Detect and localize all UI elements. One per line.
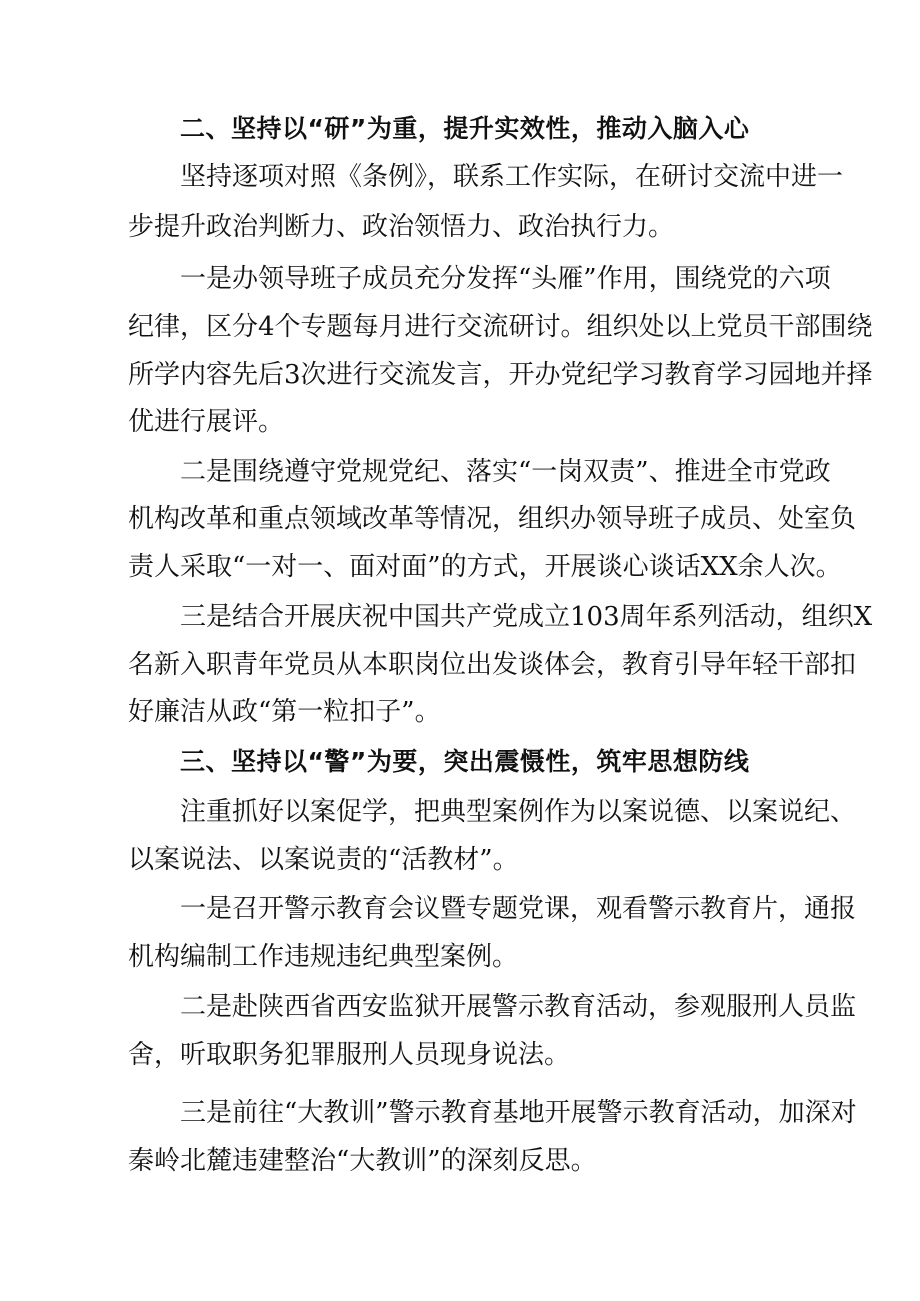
paragraph-line: 秦岭北麓违建整治“大教训”的深刻反思。 [128, 1146, 597, 1176]
paragraph-line: 舍，听取职务犯罪服刑人员现身说法。 [128, 1040, 571, 1070]
paragraph-line: 名新入职青年党员从本职岗位出发谈体会，教育引导年轻干部扣 [128, 650, 857, 680]
paragraph-line: 优进行展评。 [128, 407, 285, 437]
paragraph-line: 一是办领导班子成员充分发挥“头雁”作用，围绕党的六项 [180, 264, 831, 294]
paragraph-line: 坚持逐项对照《条例》，联系工作实际，在研讨交流中进一 [180, 162, 844, 192]
paragraph-line: 责人采取“一对一、面对面”的方式，开展谈心谈话XX余人次。 [128, 552, 842, 582]
paragraph-line: 三是结合开展庆祝中国共产党成立103周年系列活动，组织X [180, 602, 873, 632]
paragraph-line: 纪律，区分4个专题每月进行交流研讨。组织处以上党员干部围绕 [128, 312, 873, 342]
paragraph-line: 一是召开警示教育会议暨专题党课，观看警示教育片，通报 [180, 894, 857, 924]
section-heading-2: 二、坚持以“研”为重，提升实效性，推动入脑入心 [180, 114, 750, 143]
paragraph-line: 以案说法、以案说责的“活教材”。 [128, 845, 519, 875]
paragraph-line: 机构编制工作违规违纪典型案例。 [128, 942, 519, 972]
paragraph-line: 机构改革和重点领域改革等情况，组织办领导班子成员、处室负 [128, 504, 857, 534]
paragraph-line: 三是前往“大教训”警示教育基地开展警示教育活动，加深对 [180, 1098, 857, 1128]
paragraph-line: 二是赴陕西省西安监狱开展警示教育活动，参观服刑人员监 [180, 992, 857, 1022]
paragraph-line: 所学内容先后3次进行交流发言，开办党纪学习教育学习园地并择 [128, 360, 873, 390]
paragraph-line: 注重抓好以案促学，把典型案例作为以案说德、以案说纪、 [180, 797, 857, 827]
paragraph-line: 二是围绕遵守党规党纪、落实“一岗双责”、推进全市党政 [180, 457, 831, 487]
section-heading-3: 三、坚持以“警”为要，突出震慑性，筑牢思想防线 [180, 747, 750, 776]
paragraph-line: 好廉洁从政“第一粒扣子”。 [128, 697, 441, 727]
paragraph-line: 步提升政治判断力、政治领悟力、政治执行力。 [128, 212, 675, 242]
